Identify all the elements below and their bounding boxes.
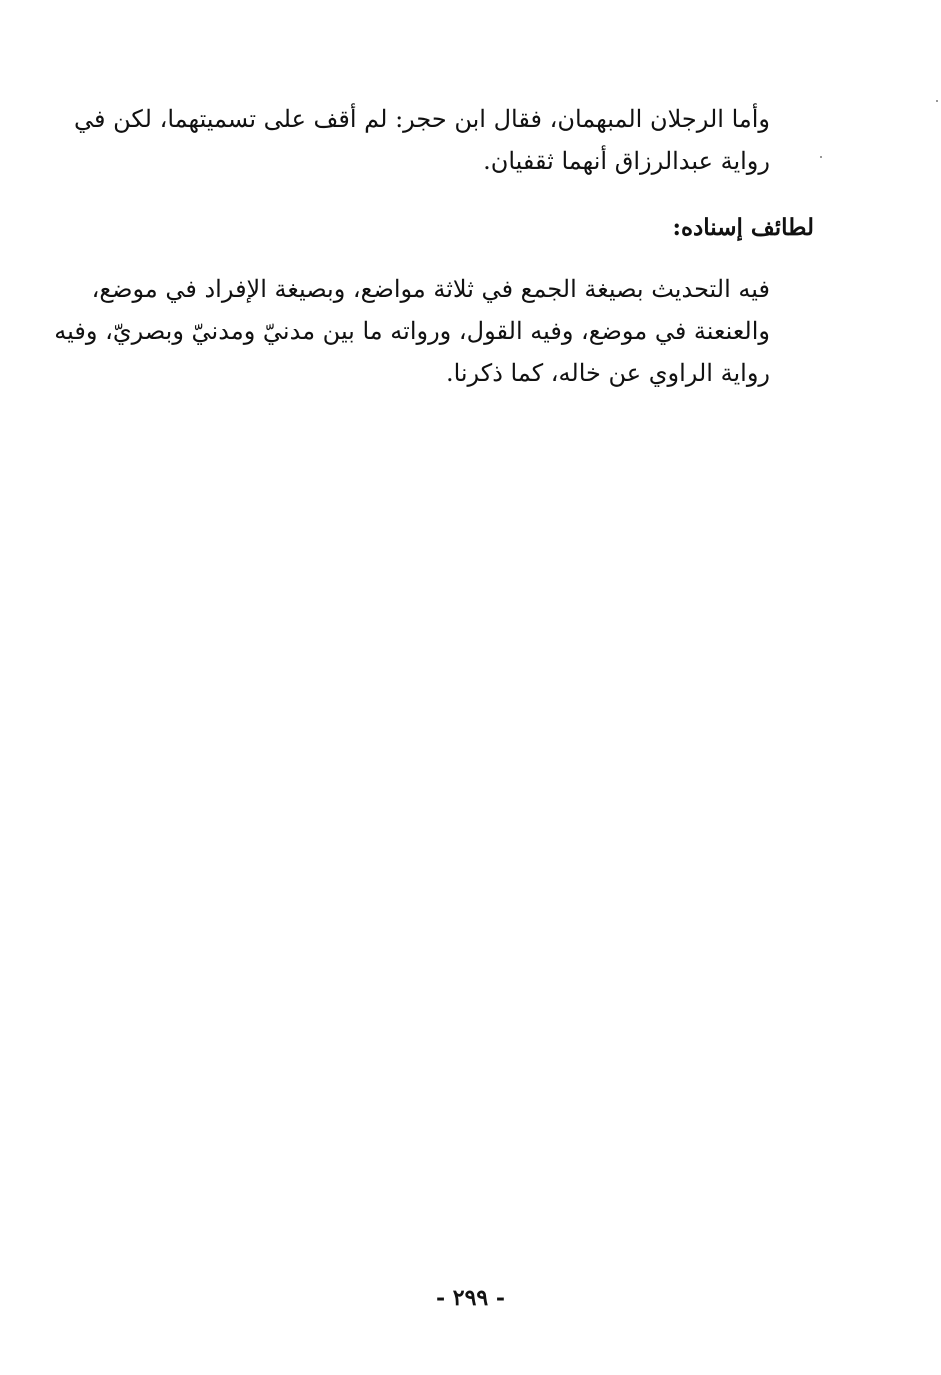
paragraph-1	[74, 98, 814, 182]
paragraph-2-line-3: رواية الراوي عن خاله، كما ذكرنا.	[445, 359, 770, 387]
section-heading: لطائف إسناده:	[672, 214, 814, 241]
paragraph-1-line-2: رواية عبدالرزاق أنهما ثقفيان.	[483, 147, 770, 175]
scan-speck	[820, 156, 822, 158]
page-number: - ٢٩٩ -	[435, 1285, 506, 1311]
scan-speck	[936, 100, 938, 102]
paragraph-2	[54, 268, 814, 394]
paragraph-1-line-1: وأما الرجلان المبهمان، فقال ابن حجر: لم أقف على تسميتهما، لكن في	[74, 105, 770, 133]
paragraph-2-line-1: فيه التحديث بصيغة الجمع في ثلاثة مواضع، وبصيغة الإفراد في موضع،	[91, 275, 770, 303]
paragraph-2-line-2: والعنعنة في موضع، وفيه القول، ورواته ما بين مدنيّ ومدنيّ وبصريّ، وفيه	[54, 317, 770, 345]
